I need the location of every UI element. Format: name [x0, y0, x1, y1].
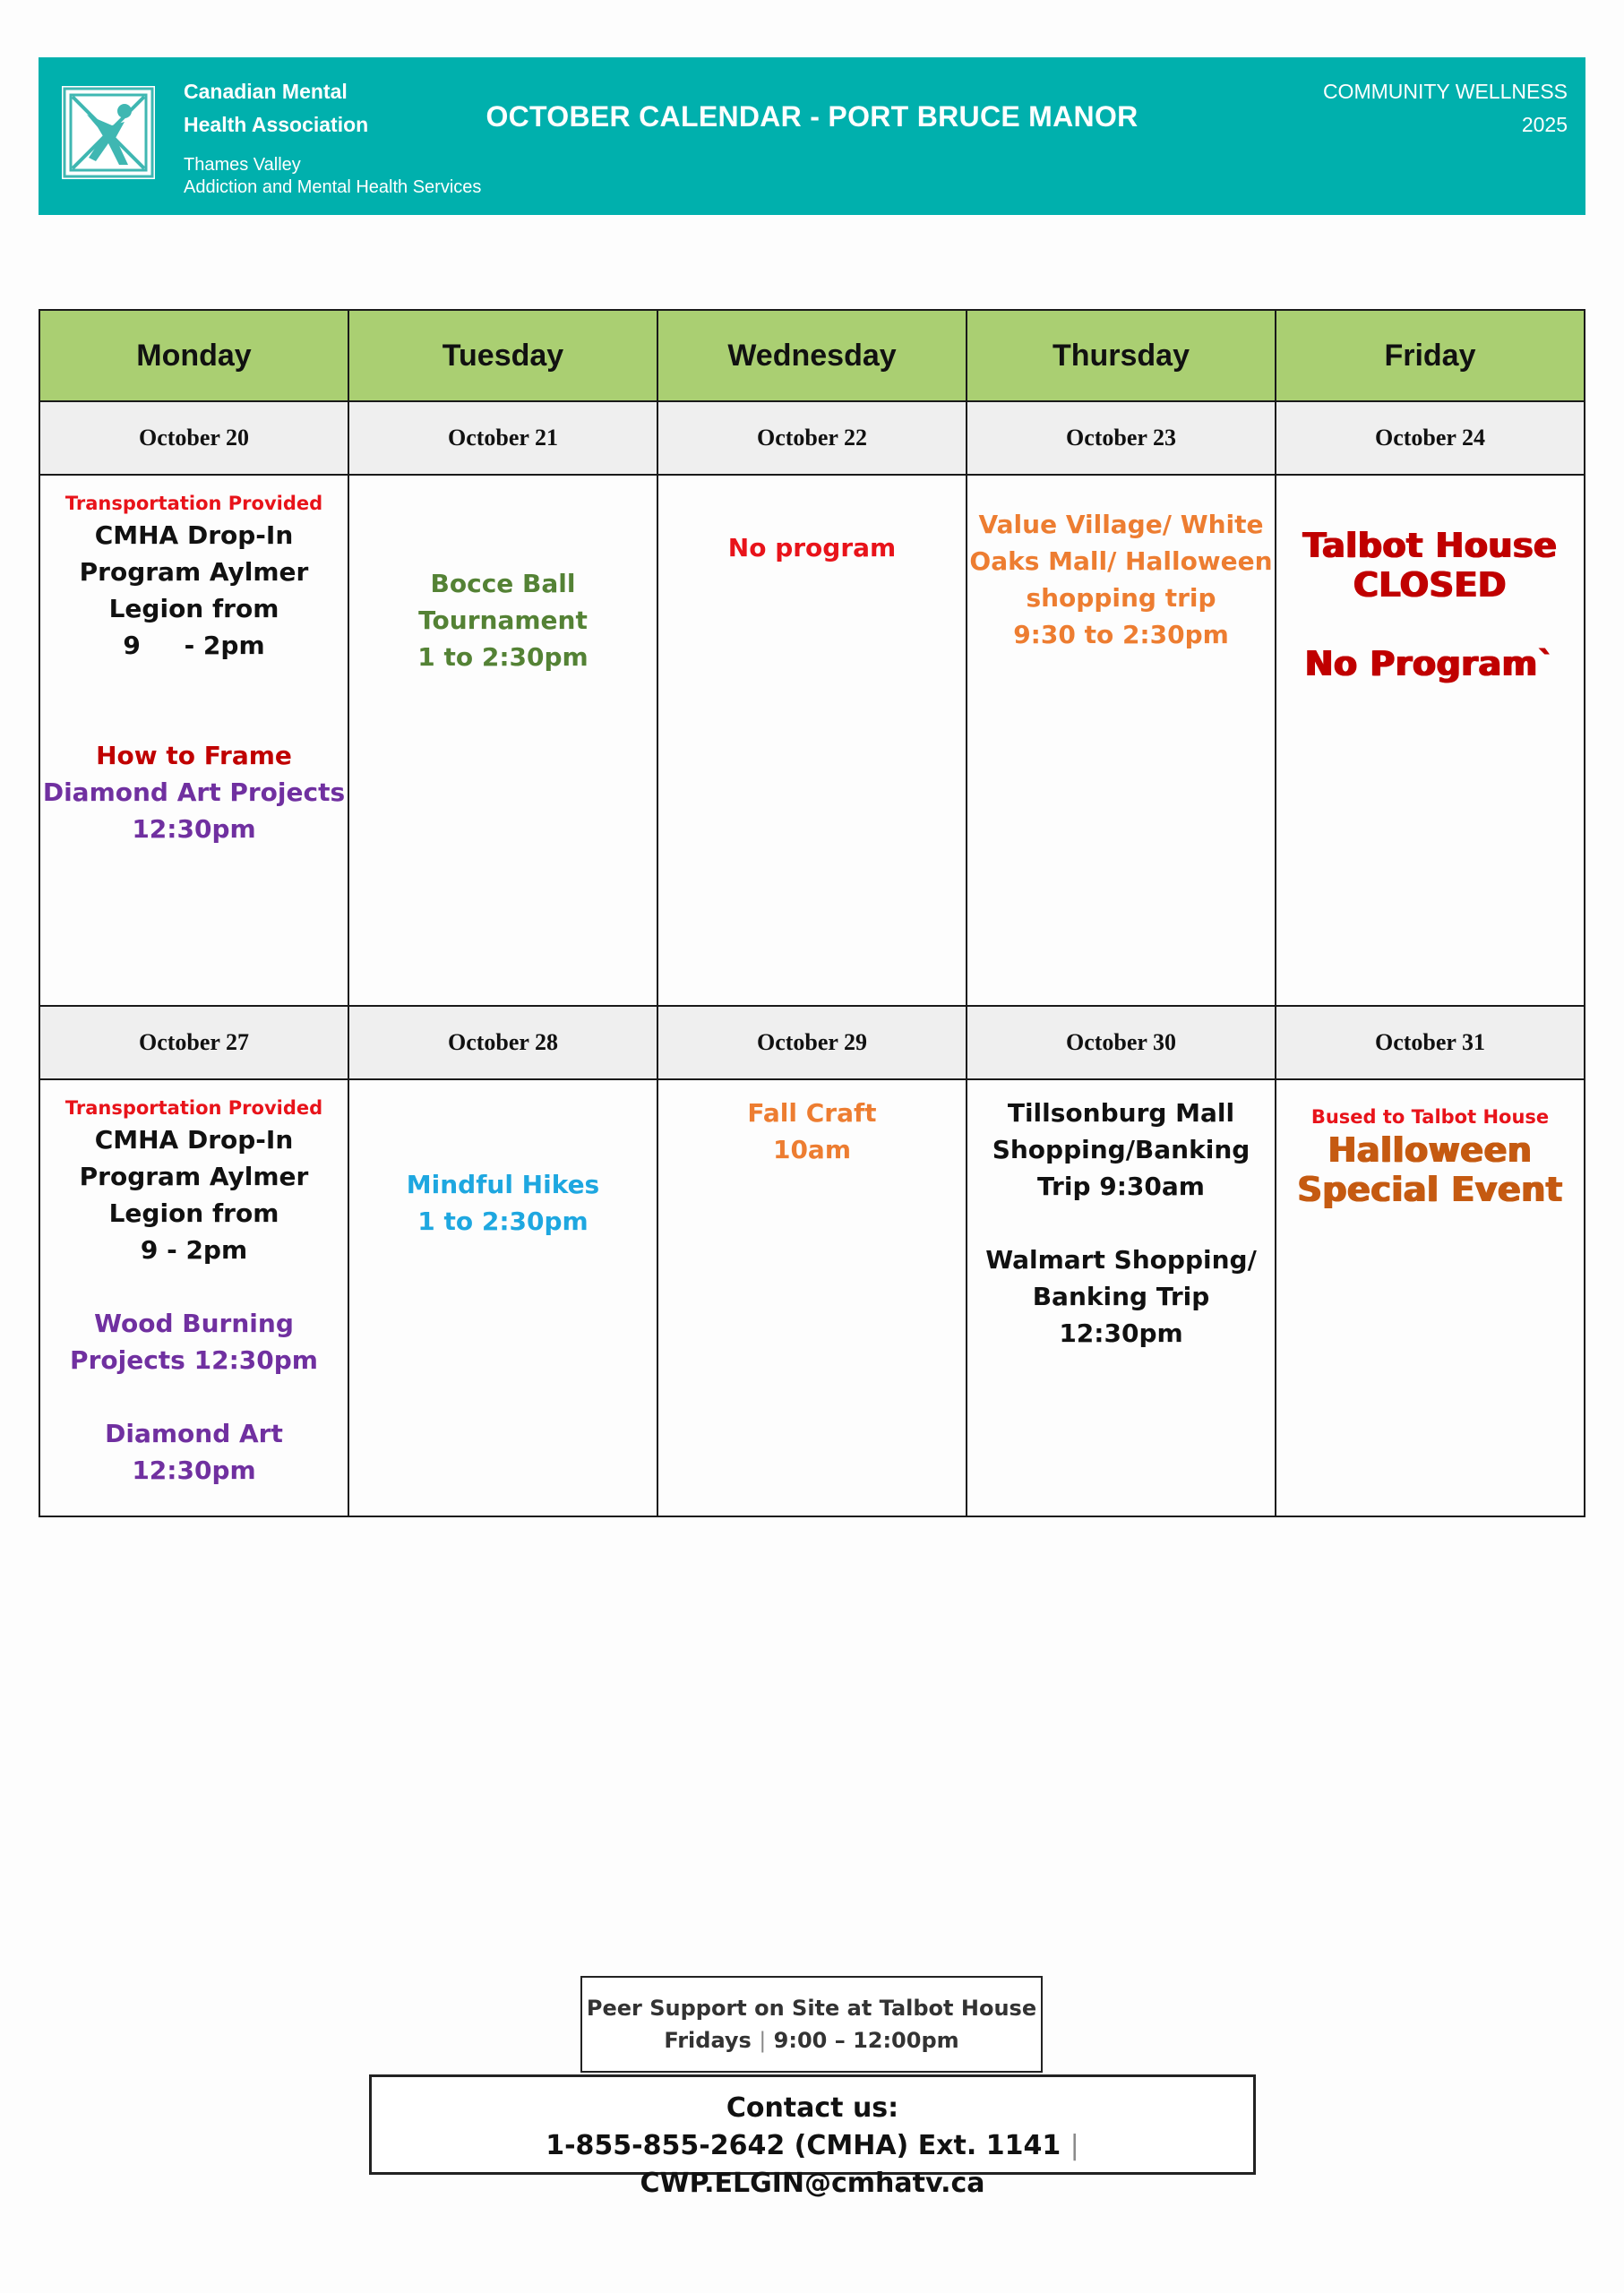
event-line: 9 - 2pm [140, 1235, 248, 1265]
event-line: Diamond Art 12:30pm [105, 1419, 283, 1485]
peer-support-box [580, 1976, 1043, 2073]
spacer [658, 476, 966, 529]
spacer [40, 1268, 348, 1305]
event-line: Bocce Ball [430, 569, 576, 598]
branch-name [184, 154, 481, 199]
event-line: CMHA Drop-In [94, 520, 294, 550]
date-cell: October 22 [657, 401, 967, 475]
email-address[interactable]: CWP.ELGIN@cmhatv.ca [640, 2168, 985, 2199]
branch-line-1: Thames Valley [184, 155, 301, 175]
event-line: Value Village/ White [978, 510, 1264, 539]
spacer [349, 476, 657, 565]
day-header-wednesday: Wednesday [657, 310, 967, 401]
event-line: No Program` [1304, 644, 1556, 683]
event-line: 10am [772, 1135, 852, 1164]
peer-support-hours [582, 2024, 1041, 2057]
event-line: CLOSED [1353, 565, 1507, 605]
event-line: shopping trip [1026, 583, 1216, 613]
event-line: Banking Trip [1032, 1282, 1210, 1311]
date-row-week-2 [39, 1006, 1585, 1079]
event-line: Special Event [1297, 1170, 1563, 1209]
events-cell-oct-20 [39, 475, 348, 1006]
event-line: Shopping/Banking [992, 1135, 1250, 1164]
org-line-1: Canadian Mental [184, 80, 348, 103]
date-cell: October 31 [1276, 1006, 1585, 1079]
header-banner [39, 57, 1585, 215]
spacer [1276, 476, 1584, 526]
events-cell-oct-23 [967, 475, 1276, 1006]
contact-details [372, 2127, 1253, 2203]
events-row-week-1 [39, 475, 1585, 1006]
program-line-1: COMMUNITY WELLNESS [1322, 80, 1568, 103]
events-cell-oct-27 [39, 1079, 348, 1516]
date-cell: October 30 [967, 1006, 1276, 1079]
event-line: Trip 9:30am [1037, 1172, 1205, 1201]
spacer [40, 1378, 348, 1415]
program-year: 2025 [1521, 113, 1568, 136]
event-line: No program [727, 533, 897, 563]
separator: | [1070, 2130, 1079, 2161]
events-cell-oct-29 [657, 1079, 967, 1516]
page-title: OCTOBER CALENDAR - PORT BRUCE MANOR [485, 100, 1139, 133]
event-line: Wood Burning [94, 1309, 294, 1338]
event-line: 1 to 2:30pm [417, 642, 589, 672]
event-line: Walmart Shopping/ [985, 1245, 1257, 1275]
events-cell-oct-28 [348, 1079, 657, 1516]
event-line: Oaks Mall/ Halloween [969, 546, 1273, 576]
contact-box [369, 2074, 1256, 2199]
event-line: 9 - 2pm [123, 631, 265, 660]
events-cell-oct-21 [348, 475, 657, 1006]
phone-number[interactable]: 1-855-855-2642 (CMHA) Ext. 1141 [546, 2130, 1061, 2161]
event-line: 12:30pm [132, 814, 256, 844]
event-line: How to Frame [96, 741, 292, 770]
day-header-monday: Monday [39, 310, 348, 401]
events-cell-oct-22 [657, 475, 967, 1006]
event-line: Talbot House [1302, 526, 1558, 565]
calendar-table [39, 309, 1585, 1517]
transport-note: Transportation Provided [64, 493, 323, 514]
event-line: Halloween [1328, 1130, 1533, 1170]
date-cell: October 21 [348, 401, 657, 475]
spacer [967, 1205, 1275, 1241]
separator: | [759, 2028, 767, 2053]
peer-support-title: Peer Support on Site at Talbot House [586, 1996, 1037, 2021]
date-cell: October 20 [39, 401, 348, 475]
date-cell: October 28 [348, 1006, 657, 1079]
events-cell-oct-24 [1276, 475, 1585, 1006]
branch-line-2: Addiction and Mental Health Services [184, 177, 482, 197]
event-line: Legion from [108, 594, 279, 623]
day-header-tuesday: Tuesday [348, 310, 657, 401]
event-line: Fall Craft [747, 1098, 877, 1128]
event-line: Mindful Hikes [406, 1170, 600, 1199]
event-line: 9:30 to 2:30pm [1013, 620, 1229, 649]
date-cell: October 24 [1276, 401, 1585, 475]
event-line: CMHA Drop-In [94, 1125, 294, 1155]
event-line: 1 to 2:30pm [417, 1207, 589, 1236]
events-cell-oct-31 [1276, 1079, 1585, 1516]
date-cell: October 23 [967, 401, 1276, 475]
spacer [967, 490, 1275, 506]
events-row-week-2 [39, 1079, 1585, 1516]
date-cell: October 27 [39, 1006, 348, 1079]
contact-heading: Contact us: [726, 2092, 899, 2124]
peer-time: 9:00 – 12:00pm [773, 2028, 959, 2053]
event-line: Tournament [418, 605, 588, 635]
day-header-thursday: Thursday [967, 310, 1276, 401]
event-line: Program Aylmer [79, 557, 309, 587]
day-header-row [39, 310, 1585, 401]
bus-note: Bused to Talbot House [1310, 1106, 1550, 1128]
spacer [1276, 605, 1584, 644]
events-cell-oct-30 [967, 1079, 1276, 1516]
spacer [40, 664, 348, 737]
transport-note: Transportation Provided [64, 1097, 323, 1119]
event-line: Tillsonburg Mall [1007, 1098, 1235, 1128]
program-label [1323, 75, 1568, 142]
event-line: 12:30pm [1059, 1318, 1183, 1348]
event-line: Legion from [108, 1198, 279, 1228]
spacer [349, 1080, 657, 1166]
day-header-friday: Friday [1276, 310, 1585, 401]
event-line: Projects 12:30pm [70, 1345, 318, 1375]
date-row-week-1 [39, 401, 1585, 475]
date-cell: October 29 [657, 1006, 967, 1079]
peer-days: Fridays [664, 2028, 752, 2053]
event-line: Program Aylmer [79, 1162, 309, 1191]
org-line-2: Health Association [184, 113, 369, 136]
event-line: Diamond Art Projects [42, 777, 346, 807]
